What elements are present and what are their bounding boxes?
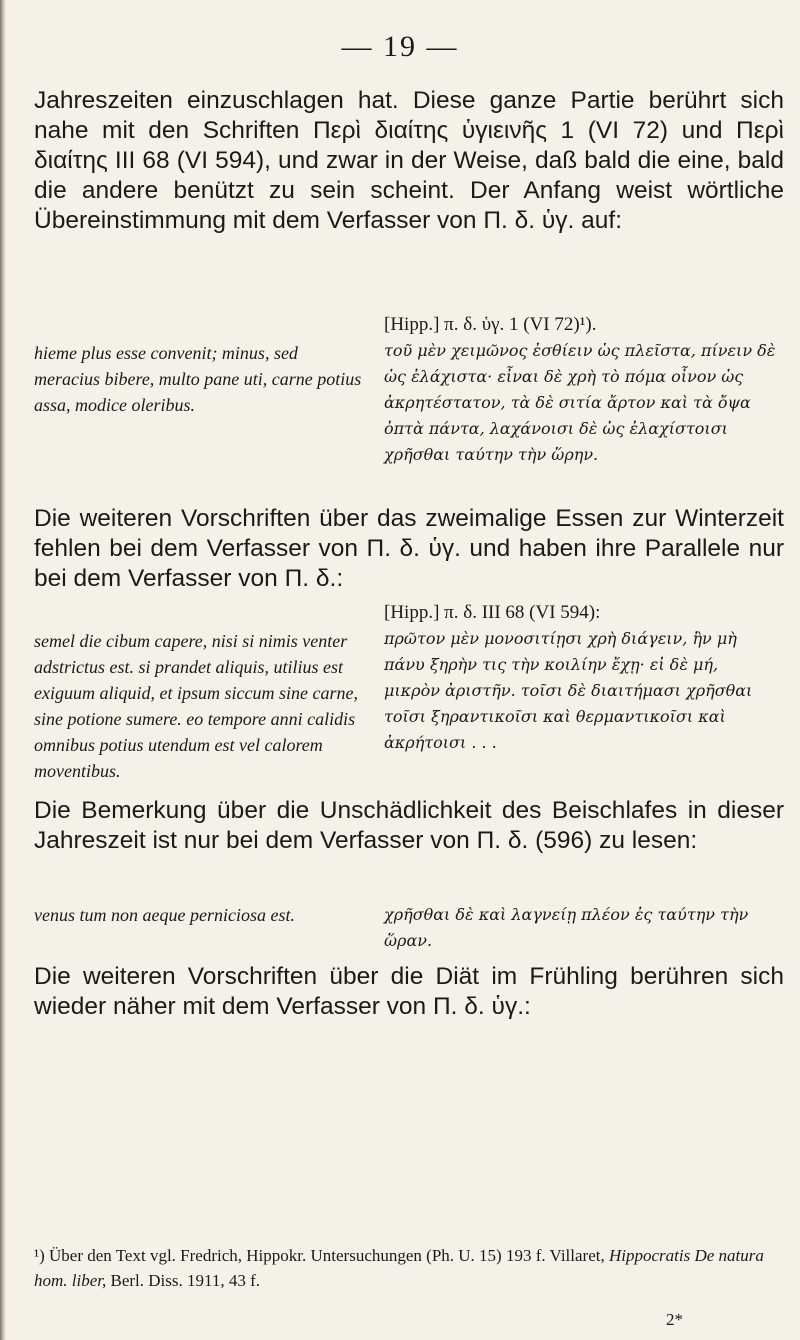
paragraph-text: Die weiteren Vorschriften über die Diät im Frühling berühren sich wieder näher mit dem Verfasser von Π. δ. ὑγ.: xyxy=(34,963,784,1020)
page-number: — 19 — xyxy=(341,30,459,63)
latin-quote-3: venus tum non aeque perniciosa est. xyxy=(34,905,295,925)
latin-quote-1: hieme plus esse convenit; minus, sed meracius bibere, multo pane uti, carne potius assa, modice oleribus. xyxy=(34,343,362,415)
footnote-text-a: Über den Text vgl. Fredrich, Hippokr. Untersuchungen (Ph. U. 15) 193 f. Villaret, xyxy=(49,1246,605,1265)
footnote-text-b: Berl. Diss. 1911, 43 f. xyxy=(110,1271,261,1290)
footnote-title: Hippocratis De natura hom. liber, xyxy=(34,1246,764,1290)
greek-quote-text: τοῦ μὲν χειμῶνος ἐσθίειν ὡς πλεῖστα, πίνειν δὲ ὡς ἐλάχιστα· εἶναι δὲ χρὴ τὸ πόμα οἶνον ὡς ἀκρητέστατον, τὰ δὲ σιτία ἄρτον καὶ τὰ ὄψα ὀπτὰ πάντα, λαχάνοισι δὲ ὡς ἐλαχίστοισι χρῆσθαι ταύτην τὴν ὥρην. xyxy=(384,341,776,464)
latin-quote-2: semel die cibum capere, nisi si nimis venter adstrictus est. si prandet aliquis, utilius est exiguum aliquid, et ipsum siccum sine carne, sine potione sumere. eo tempore anni calidis omnibus potius utendum est vel calorem moventibus. xyxy=(34,631,358,781)
page-edge-shadow xyxy=(0,0,6,1340)
greek-quote-1 xyxy=(384,312,776,468)
greek-quote-heading: [Hipp.] π. δ. III 68 (VI 594): xyxy=(384,602,601,623)
paragraph-2 xyxy=(34,504,784,594)
paragraph-text: Die Bemerkung über die Unschädlichkeit des Beischlafes in dieser Jahreszeit ist nur bei dem Verfasser von Π. δ. (596) zu lesen: xyxy=(34,797,784,854)
footnote xyxy=(34,1243,774,1293)
paragraph-1 xyxy=(34,86,784,236)
greek-quote-2 xyxy=(384,600,776,756)
footnote-mark: ¹) xyxy=(34,1246,45,1265)
signature-mark: 2* xyxy=(666,1310,683,1329)
greek-quote-text: πρῶτον μὲν μονοσιτίῃσι χρὴ διάγειν, ἢν μὴ πάνυ ξηρὴν τις τὴν κοιλίην ἔχῃ· εἰ δὲ μή, μικρὸν ἀριστῆν. τοῖσι δὲ διαιτήμασι χρῆσθαι τοῖσι ξηραντικοῖσι καὶ θερμαντικοῖσι καὶ ἀκρήτοισι . . . xyxy=(384,629,753,752)
paragraph-text: Jahreszeiten einzuschlagen hat. Diese ganze Partie berührt sich nahe mit den Schriften Περὶ διαίτης ὑγιεινῆς 1 (VI 72) und Περὶ διαίτης III 68 (VI 594), und zwar in der Weise, daß bald die eine, bald die andere benützt zu sein scheint. Der Anfang weist wörtliche Übereinstimmung mit dem Verfasser von Π. δ. ὑγ. auf: xyxy=(34,87,784,234)
paragraph-text: Die weiteren Vorschriften über das zweimalige Essen zur Winterzeit fehlen bei dem Verfasser von Π. δ. ὑγ. und haben ihre Parallele nur bei dem Verfasser von Π. δ.: xyxy=(34,505,784,592)
paragraph-3 xyxy=(34,796,784,856)
paragraph-4 xyxy=(34,962,784,1022)
greek-quote-3: χρῆσθαι δὲ καὶ λαγνείῃ πλέον ἐς ταύτην τὴν ὥραν. xyxy=(384,905,749,950)
greek-quote-heading: [Hipp.] π. δ. ὑγ. 1 (VI 72)¹). xyxy=(384,314,597,335)
